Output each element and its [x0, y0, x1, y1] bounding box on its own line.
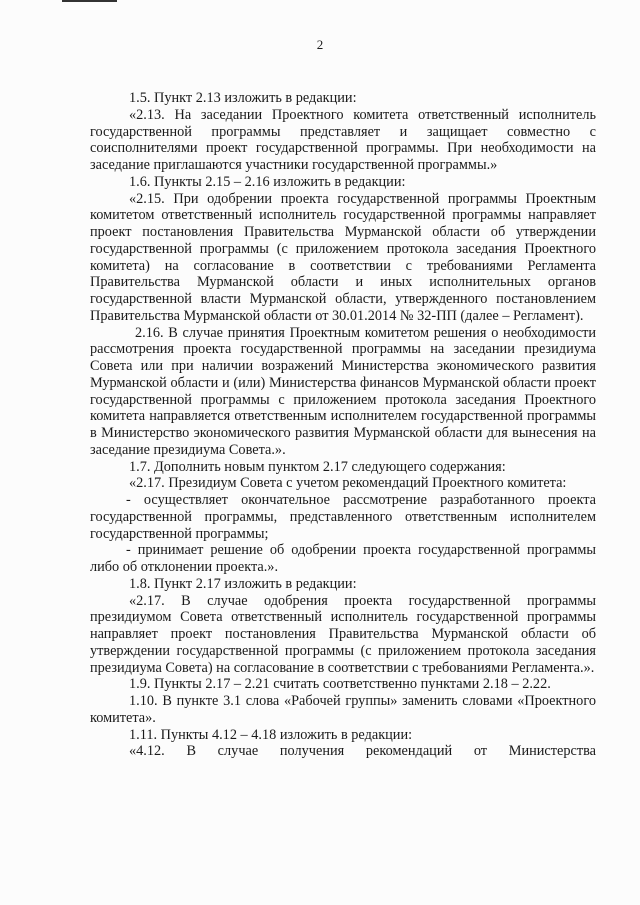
page-number: 2 [316, 37, 324, 52]
paragraph: 1.7. Дополнить новым пунктом 2.17 следующего содержания: [129, 458, 506, 475]
paragraph: 1.5. Пункт 2.13 изложить в редакции: [129, 90, 357, 106]
paragraph: «2.17. Президиум Совета с учетом рекомендаций Проектного комитета: [129, 475, 567, 492]
paragraph: «2.17. В случае одобрения проекта государственной программы президиумом Совета ответственный исполнитель государственной программы направляет проект постановления Правительства Мурманской области об утверждении государственной программы (с приложением протокола заседания президиума Совета) на согласование в соответствии с требованиями Регламента.». [90, 592, 596, 676]
paragraph: 1.8. Пункт 2.17 изложить в редакции: [129, 575, 357, 592]
paragraph: 1.9. Пункты 2.17 – 2.21 считать соответственно пунктами 2.18 – 2.22. [129, 676, 551, 693]
top-rule [62, 0, 117, 2]
list-item: - принимает решение об одобрении проекта государственной программы либо об отклонении проекта.». [90, 542, 596, 575]
paragraph: «4.12. В случае получения рекомендаций от Министерства [129, 743, 596, 760]
list-item: - осуществляет окончательное рассмотрение разработанного проекта государственной программы, представленного ответственным исполнителем государственной программы; [90, 492, 596, 542]
paragraph: 1.11. Пункты 4.12 – 4.18 изложить в редакции: [129, 726, 413, 743]
document-body [90, 90, 596, 760]
paragraph: 1.10. В пункте 3.1 слова «Рабочей группы» заменить словами «Проектного комитета». [90, 693, 596, 726]
paragraph: «2.15. При одобрении проекта государственной программы Проектным комитетом ответственный исполнитель государственной программы направляет проект постановления Правительства Мурманской области об утверждении государственной программы (с приложением протокола заседания Проектного комитета) на согласование в соответствии с требованиями Регламента Правительства Мурманской области и иных исполнительных органов государственной власти Мурманской области, утвержденного постановлением Правительства Мурманской области от 30.01.2014 № 32-ПП (далее – Регламент). [90, 190, 596, 324]
paragraph: 1.6. Пункты 2.15 – 2.16 изложить в редакции: [129, 173, 406, 190]
paragraph: «2.13. На заседании Проектного комитета ответственный исполнитель государственной программы представляет и защищает совместно с соисполнителями проект государственной программы. При необходимости на заседание приглашаются участники государственной программы.» [90, 106, 596, 173]
paragraph: 2.16. В случае принятия Проектным комитетом решения о необходимости рассмотрения проекта государственной программы на заседании президиума Совета или при наличии возражений Министерства экономического развития Мурманской области и (или) Министерства финансов Мурманской области проект государственной программы с приложением протокола заседания Проектного комитета направляется ответственным исполнителем государственной программы в Министерство экономического развития Мурманской области для вынесения на заседание президиума Совета.». [90, 324, 596, 458]
